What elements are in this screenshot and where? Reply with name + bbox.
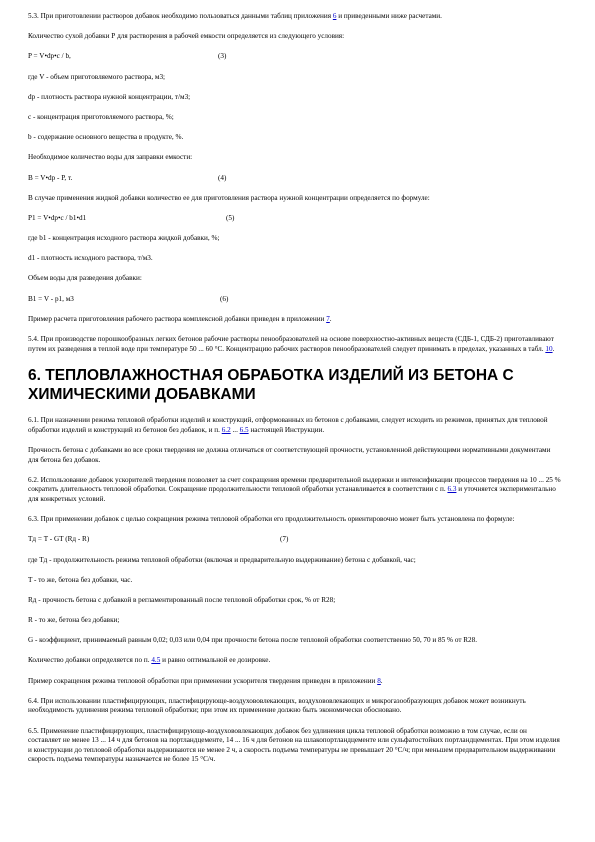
paragraph-6-4: 6.4. При использовании пластифицирующих, пластифицирующе-воздухововлекающих, воздухововлекающих и микрогазообразующих добавок может возникнуть необходимость удлинения режима тепловой обработки; при этом их применение должно быть экономически обосновано. [28, 696, 526, 715]
paragraph: Объем воды для разведения добавки: [28, 274, 142, 283]
section-heading: 6. ТЕПЛОВЛАЖНОСТНАЯ ОБРАБОТКА ИЗДЕЛИЙ ИЗ БЕТОНА С ХИМИЧЕСКИМИ ДОБАВКАМИ [28, 367, 514, 404]
formula-number: (7) [280, 535, 289, 544]
formula-expression: Tд = T - GT (Rд - R) [28, 535, 90, 544]
text: Количество добавки определяется по п. [28, 656, 152, 665]
paragraph-6-1 [28, 416, 561, 435]
paragraph [28, 315, 561, 325]
paragraph: T - то же, бетона без добавки, час. [28, 575, 133, 584]
text: 5.4. При производстве порошкообразных легких бетонов рабочие растворы пенообразователей на основе поверхностно-активных веществ (СДБ-1, СДБ-2) приготавливают путем их разведения в теплой воде при температуре 50 ... 60 °С. Концентрацию рабочих растворов пенообразователей следует принимать в пределах, указанных в табл. [28, 335, 554, 353]
paragraph: dp - плотность раствора нужной концентрации, т/м3; [28, 92, 191, 101]
paragraph: d1 - плотность исходного раствора, т/м3. [28, 254, 153, 263]
text: 6.1. При назначении режима тепловой обработки изделий и конструкций, отформованных из бетонов с добавками, следует исходить из режимов, принятых для тепловой обработки изделий и конструкций из бетонов без добавок, и п. [28, 416, 548, 434]
paragraph: b - содержание основного вещества в продукте, %. [28, 133, 184, 142]
text: ... [230, 425, 240, 434]
formula-number: (5) [226, 213, 235, 222]
formula-3 [28, 52, 561, 62]
paragraph [28, 656, 561, 666]
formula-number: (3) [218, 52, 227, 61]
text: и равно оптимальной ее дозировке. [160, 656, 271, 665]
link-appendix-8[interactable]: 8 [377, 676, 381, 685]
formula-5 [28, 214, 561, 224]
link-6-3[interactable]: 6.3 [447, 485, 457, 494]
paragraph: Необходимое количество воды для заправки емкости: [28, 153, 193, 162]
paragraph: Rд - прочность бетона с добавкой в регламентированный после тепловой обработки срок, % от R28; [28, 595, 336, 604]
link-6-2[interactable]: 6.2 [221, 425, 231, 434]
formula-number: (6) [220, 294, 229, 303]
paragraph: где Tд - продолжительность режима тепловой обработки (включая и предварительную выдерживание) бетона с добавкой, час; [28, 555, 416, 564]
paragraph: с - концентрация приготовляемого раствора, %; [28, 112, 174, 121]
paragraph: где b1 - концентрация исходного раствора жидкой добавки, %; [28, 234, 220, 243]
paragraph: G - коэффициент, принимаемый равным 0,02; 0,03 или 0,04 при прочности бетона после тепловой обработки соответственно 50, 70 и 85 % от R28. [28, 636, 478, 645]
link-4-5[interactable]: 4.5 [151, 656, 161, 665]
text: и приведенными ниже расчетами. [336, 12, 442, 20]
paragraph: Количество сухой добавки Р для растворения в рабочей емкости определяется из следующего условия: [28, 32, 345, 41]
link-appendix-7[interactable]: 7 [326, 314, 330, 323]
paragraph: R - то же, бетона без добавки; [28, 616, 120, 625]
formula-7 [28, 535, 561, 545]
paragraph-5-3 [28, 12, 561, 22]
formula-6 [28, 295, 561, 305]
paragraph-6-5: 6.5. Применение пластифицирующих, пластифицирующе-воздухововлекающих добавок без удлинения цикла тепловой обработки возможно в том случае, если он составляет не менее 13 ... 14 ч для бетонов на портландцементе, 14 ... 16 ч для бетонов на шлакопортландцементе или сульфатостойких портландцементах. При этом изделия и конструкции до тепловой обработки выдерживаются не менее 2 ч, а скорость подъема температуры не превышает 20 °С/ч; при меньшем предварительном выдерживании скорость подъема температуры назначается не более 15 °С/ч. [28, 726, 560, 764]
link-table-10[interactable]: 10 [545, 344, 553, 353]
text: . [329, 314, 332, 323]
paragraph: где V - объем приготовляемого раствора, м3; [28, 72, 166, 81]
text: Пример сокращения режима тепловой обработки при применении ускорителя твердения приведен в приложении [28, 676, 378, 685]
text: 6.2. Использование добавок ускорителей твердения позволяет за счет сокращения времени предварительной выдержки и интенсификации процессов твердения на 10 ... 25 % сократить длительность тепловой обработки. Сокращение продолжительности тепловой обработки устанавливается в соответствии с п. [28, 475, 561, 494]
text: . [552, 344, 555, 353]
paragraph: В случае применения жидкой добавки количество ее для приготовления раствора нужной концентрации определяется по формуле: [28, 193, 430, 202]
link-6-5[interactable]: 6.5 [239, 425, 249, 434]
paragraph-6-2 [28, 476, 561, 505]
formula-number: (4) [218, 173, 227, 182]
formula-expression: B1 = V - p1, м3 [28, 294, 74, 303]
paragraph: Прочность бетона с добавками во все сроки твердения не должна отличаться от соответствующей прочности, установленной действующими нормативными документами для бетона без добавок. [28, 445, 551, 464]
formula-4 [28, 174, 561, 184]
paragraph [28, 677, 561, 687]
text: 5.3. При приготовлении растворов добавок необходимо пользоваться данными таблиц приложения [28, 12, 333, 20]
link-appendix-6[interactable]: 6 [332, 12, 337, 20]
formula-expression: P = V•dp•c / b, [28, 52, 71, 61]
text: настоящей Инструкции. [248, 425, 325, 434]
formula-expression: B = V•dp - P, т. [28, 173, 73, 182]
text: Пример расчета приготовления рабочего раствора комплексной добавки приведен в приложении [28, 314, 327, 323]
paragraph-6-3: 6.3. При применении добавок с целью сокращения режима тепловой обработки его продолжительность ориентировочно может быть установлена по формуле: [28, 515, 515, 524]
text: . [380, 676, 383, 685]
paragraph-5-4 [28, 335, 561, 354]
formula-expression: P1 = V•dp•c / b1•d1 [28, 213, 87, 222]
text: и уточняется экспериментально для конкретных условий. [28, 485, 556, 503]
